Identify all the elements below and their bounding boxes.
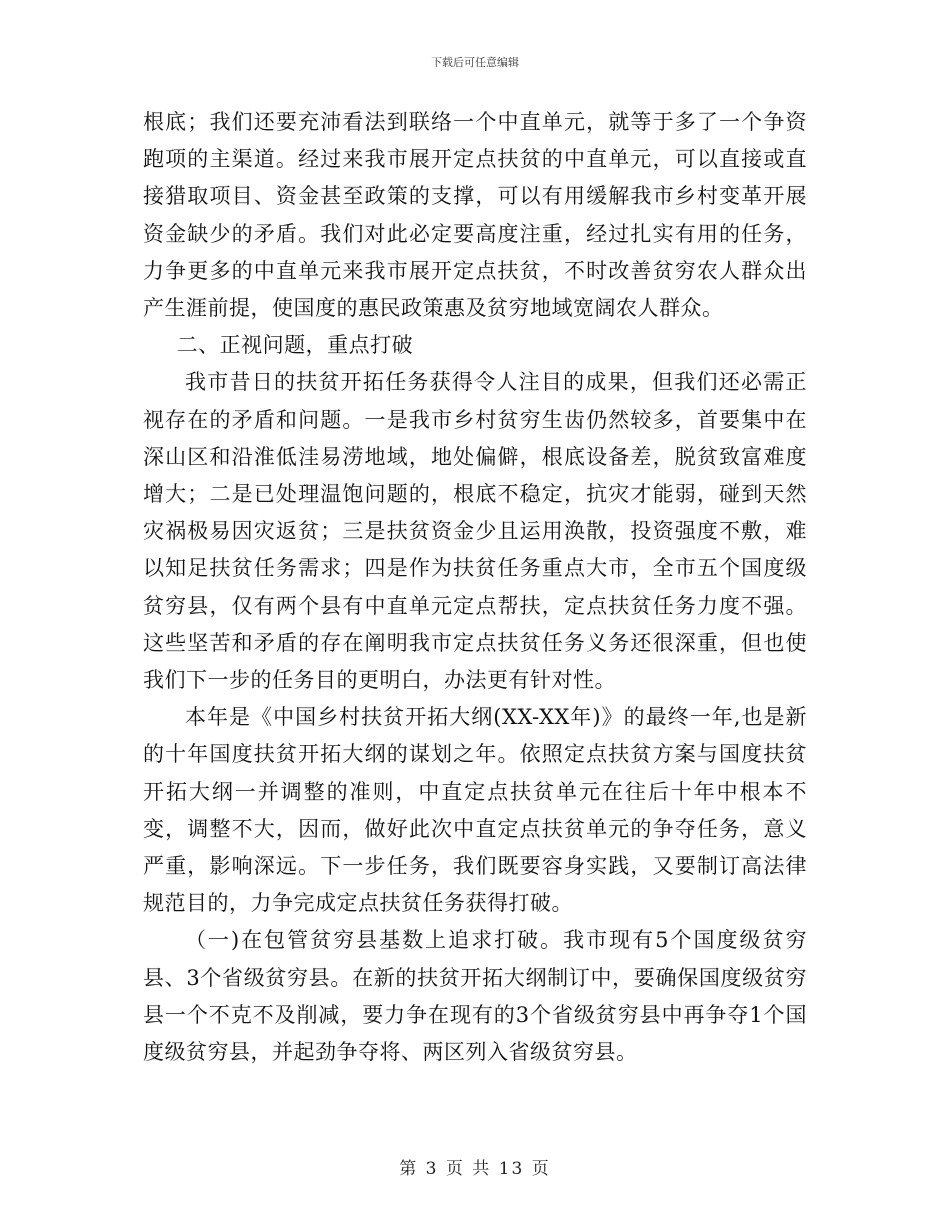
- paragraph-problems: 我市昔日的扶贫开拓任务获得令人注目的成果，但我们还必需正视存在的矛盾和问题。一是我市乡村贫穷生齿仍然较多，首要集中在深山区和沿淮低洼易涝地域，地处偏僻，根底设备差，脱贫致富难度增大；二是已处理温饱问题的，根底不稳定，抗灾才能弱，碰到天然灾祸极易因灾返贫；三是扶贫资金少且运用涣散，投资强度不敷，难以知足扶贫任务需求；四是作为扶贫任务重点大市，全市五个国度级贫穷县，仅有两个县有中直单元定点帮扶，定点扶贫任务力度不强。这些坚苦和矛盾的存在阐明我市定点扶贫任务义务还很深重，但也使我们下一步的任务目的更明白，办法更有针对性。: [143, 370, 807, 693]
- paragraph-outline-year: 本年是《中国乡村扶贫开拓大纲(XX-XX年)》的最终一年,也是新的十年国度扶贫开拓大纲的谋划之年。依照定点扶贫方案与国度扶贫开拓大纲一并调整的准则，中直定点扶贫单元在往后十年中根本不变，调整不大，因而，做好此次中直定点扶贫单元的争夺任务，意义严重，影响深远。下一步任务，我们既要容身实践，又要制订高法律规范目的，力争完成定点扶贫任务获得打破。: [143, 705, 807, 916]
- page-footer: 第 3 页 共 13 页: [399, 1159, 551, 1179]
- page-header: 下载后可任意编辑: [431, 56, 519, 69]
- section-heading: 二、正视问题，重点打破: [176, 333, 414, 358]
- paragraph-continuation: 根底；我们还要充沛看法到联络一个中直单元，就等于多了一个争资跑项的主渠道。经过来我市展开定点扶贫的中直单元，可以直接或直接猎取项目、资金甚至政策的支撑，可以有用缓解我市乡村变革开展资金缺少的矛盾。我们对此必定要高度注重，经过扎实有用的任务，力争更多的中直单元来我市展开定点扶贫，不时改善贫穷农人群众出产生涯前提，使国度的惠民政策惠及贫穷地域宽阔农人群众。: [143, 110, 807, 321]
- document-body: [143, 104, 807, 1071]
- paragraph-subsection-one: （一)在包管贫穷县基数上追求打破。我市现有5个国度级贫穷县、3个省级贫穷县。在新的扶贫开拓大纲制订中，要确保国度级贫穷县一个不克不及削减，要力争在现有的3个省级贫穷县中再争夺1个国度级贫穷县，并起劲争夺将、两区列入省级贫穷县。: [143, 928, 807, 1065]
